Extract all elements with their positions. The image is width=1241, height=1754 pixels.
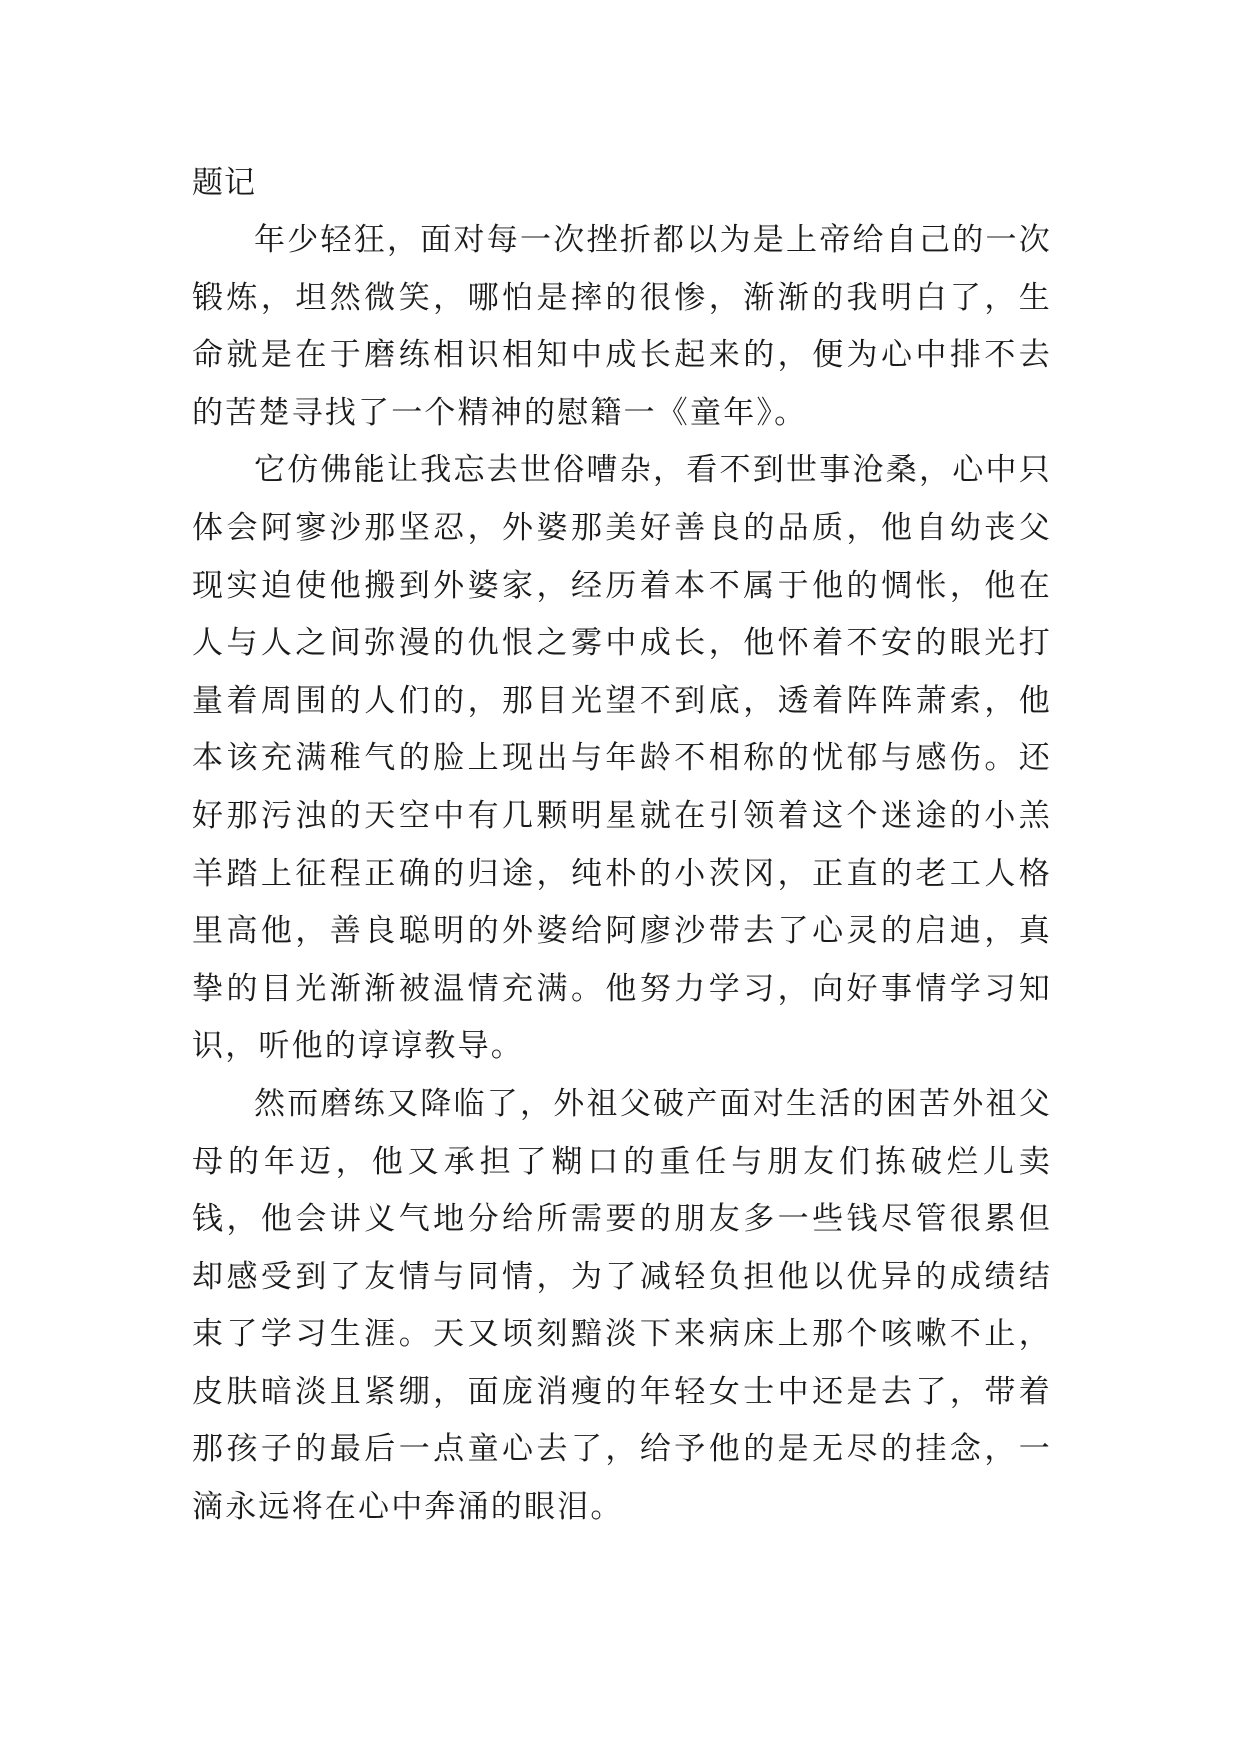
- paragraph-3: 然而磨练又降临了，外祖父破产面对生活的困苦外祖父母的年迈，他又承担了糊口的重任与朋友们拣破烂儿卖钱，他会讲义气地分给所需要的朋友多一些钱尽管很累但却感受到了友情与同情，为了减轻负担他以优异的成绩结束了学习生涯。天又顷刻黯淡下来病床上那个咳嗽不止，皮肤暗淡且紧绷，面庞消瘦的年轻女士中还是去了，带着那孩子的最后一点童心去了，给予他的是无尽的挂念，一滴永远将在心中奔涌的眼泪。: [192, 1085, 1052, 1526]
- document-body: [192, 154, 1052, 1537]
- paragraph-2: 它仿佛能让我忘去世俗嘈杂，看不到世事沧桑，心中只体会阿寥沙那坚忍，外婆那美好善良的品质，他自幼丧父现实迫使他搬到外婆家，经历着本不属于他的惆怅，他在人与人之间弥漫的仇恨之雾中成长，他怀着不安的眼光打量着周围的人们的，那目光望不到底，透着阵阵萧索，他本该充满稚气的脸上现出与年龄不相称的忧郁与感伤。还好那污浊的天空中有几颗明星就在引领着这个迷途的小羔羊踏上征程正确的归途，纯朴的小茨冈，正直的老工人格里高他，善良聪明的外婆给阿廖沙带去了心灵的启迪，真挚的目光渐渐被温情充满。他努力学习，向好事情学习知识，听他的谆谆教导。: [192, 452, 1052, 1065]
- document-title: 题记: [192, 165, 256, 201]
- paragraph-1: 年少轻狂，面对每一次挫折都以为是上帝给自己的一次锻炼，坦然微笑，哪怕是摔的很惨，渐渐的我明白了，生命就是在于磨练相识相知中成长起来的，便为心中排不去的苦楚寻找了一个精神的慰籍一《童年》。: [192, 222, 1052, 431]
